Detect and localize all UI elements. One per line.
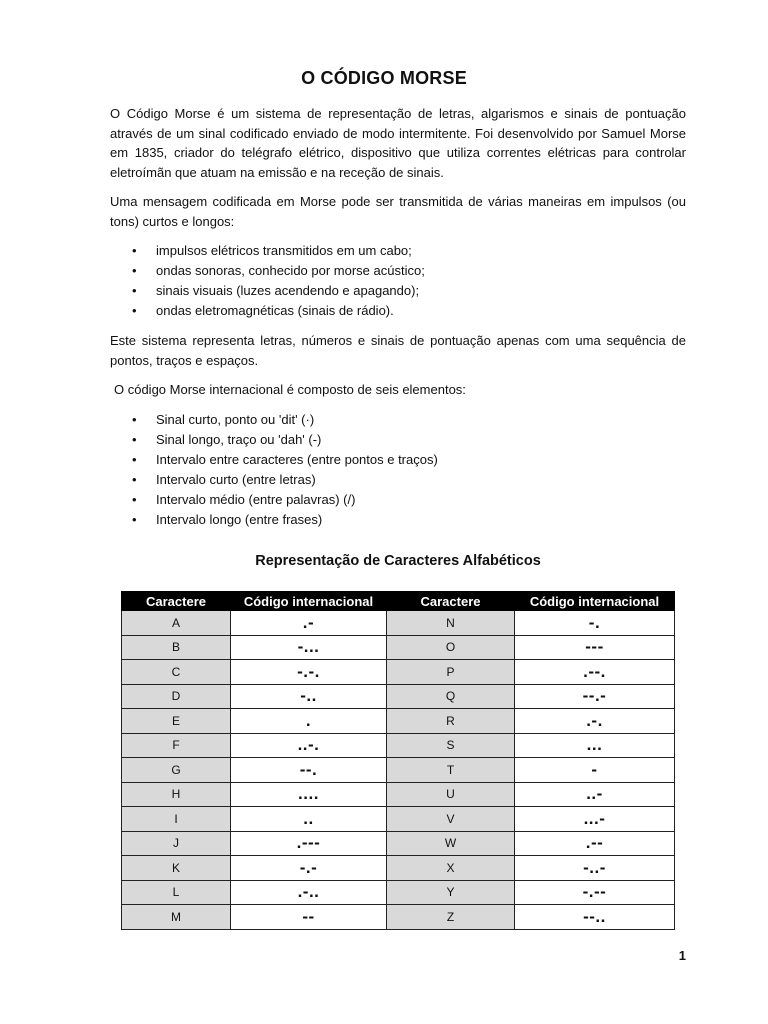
character-cell: Z (387, 905, 515, 930)
morse-element-item (110, 470, 686, 490)
bullet-icon: • (132, 451, 137, 467)
character-cell: B (122, 635, 231, 660)
bullet-icon: • (132, 303, 137, 318)
character-cell: O (387, 635, 515, 660)
code-cell: -. (515, 611, 675, 636)
morse-element-text: Sinal longo, traço ou 'dah' (-) (156, 431, 322, 447)
page-number: 1 (678, 948, 686, 963)
paragraph-system: Este sistema representa letras, números e sinais de pontuação apenas com uma sequência de pontos, traços e espaços. (110, 333, 686, 368)
code-cell: --.- (515, 684, 675, 709)
character-cell: X (387, 856, 515, 881)
character-cell: Q (387, 684, 515, 709)
transmission-method-text: sinais visuais (luzes acendendo e apagando); (156, 283, 420, 298)
bullet-icon: • (132, 263, 137, 278)
bullet-icon: • (132, 471, 137, 487)
character-cell: L (122, 880, 231, 905)
table-row (122, 807, 675, 832)
table-body (122, 611, 675, 930)
code-cell: . (231, 709, 387, 734)
code-cell: --- (515, 635, 675, 660)
code-cell: .... (231, 782, 387, 807)
table-row (122, 660, 675, 685)
character-cell: P (387, 660, 515, 685)
character-cell: A (122, 611, 231, 636)
transmission-method-item (110, 261, 686, 281)
table-row (122, 733, 675, 758)
bullet-icon: • (132, 243, 137, 258)
morse-table (121, 591, 675, 930)
character-cell: K (122, 856, 231, 881)
code-cell: .. (231, 807, 387, 832)
code-cell: .--- (231, 831, 387, 856)
bullet-icon: • (132, 491, 137, 507)
table-row (122, 856, 675, 881)
character-cell: E (122, 709, 231, 734)
elements-list (110, 410, 686, 530)
morse-element-item (110, 490, 686, 510)
bullet-icon: • (132, 283, 137, 298)
character-cell: C (122, 660, 231, 685)
character-cell: V (387, 807, 515, 832)
table-row (122, 831, 675, 856)
character-cell: F (122, 733, 231, 758)
character-cell: Y (387, 880, 515, 905)
paragraph-elements: O código Morse internacional é composto de seis elementos: (114, 382, 466, 397)
character-cell: G (122, 758, 231, 783)
header-code-2: Código internacional (515, 592, 675, 611)
character-cell: W (387, 831, 515, 856)
character-cell: M (122, 905, 231, 930)
morse-element-item (110, 430, 686, 450)
morse-element-text: Intervalo curto (entre letras) (156, 471, 316, 487)
character-cell: I (122, 807, 231, 832)
code-cell: --.. (515, 905, 675, 930)
paragraph-intro: O Código Morse é um sistema de representação de letras, algarismos e sinais de pontuação através de um sinal codificado enviado de modo intermitente. Foi desenvolvido por Samuel Morse em 1835, criador do telégrafo elétrico, dispositivo que utiliza correntes elétricas para controlar eletroímãn que atuam na emissão e na receção de sinais. (110, 106, 686, 180)
code-cell: -.-- (515, 880, 675, 905)
code-cell: .--. (515, 660, 675, 685)
bullet-icon: • (132, 431, 137, 447)
transmission-method-item (110, 241, 686, 261)
table-row (122, 611, 675, 636)
bullet-icon: • (132, 411, 137, 427)
table-header-row (122, 592, 675, 611)
transmission-method-text: ondas sonoras, conhecido por morse acústico; (156, 263, 425, 278)
character-cell: J (122, 831, 231, 856)
character-cell: D (122, 684, 231, 709)
character-cell: U (387, 782, 515, 807)
table-row (122, 880, 675, 905)
character-cell: T (387, 758, 515, 783)
paragraph-transmission: Uma mensagem codificada em Morse pode ser transmitida de várias maneiras em impulsos (ou tons) curtos e longos: (110, 194, 686, 229)
code-cell: .-.. (231, 880, 387, 905)
page-title: O CÓDIGO MORSE (301, 68, 467, 88)
header-character-1: Caractere (122, 592, 231, 611)
morse-element-item (110, 450, 686, 470)
morse-element-text: Sinal curto, ponto ou 'dit' (·) (156, 411, 315, 427)
morse-element-item (110, 510, 686, 530)
code-cell: -..- (515, 856, 675, 881)
code-cell: .-. (515, 709, 675, 734)
character-cell: S (387, 733, 515, 758)
code-cell: --. (231, 758, 387, 783)
table-row (122, 905, 675, 930)
code-cell: - (515, 758, 675, 783)
table-row (122, 684, 675, 709)
transmission-methods-list (110, 241, 686, 321)
character-cell: N (387, 611, 515, 636)
table-row (122, 758, 675, 783)
code-cell: ... (515, 733, 675, 758)
transmission-method-text: impulsos elétricos transmitidos em um cabo; (156, 243, 412, 258)
code-cell: ...- (515, 807, 675, 832)
table-row (122, 709, 675, 734)
character-cell: R (387, 709, 515, 734)
transmission-method-text: ondas eletromagnéticas (sinais de rádio). (156, 303, 394, 318)
table-title: Representação de Caracteres Alfabéticos (255, 553, 541, 569)
code-cell: -- (231, 905, 387, 930)
morse-element-text: Intervalo longo (entre frases) (156, 511, 323, 527)
code-cell: ..-. (231, 733, 387, 758)
morse-element-text: Intervalo médio (entre palavras) (/) (156, 491, 356, 507)
code-cell: -.- (231, 856, 387, 881)
body-content (110, 104, 686, 540)
transmission-method-item (110, 281, 686, 301)
morse-element-text: Intervalo entre caracteres (entre pontos e traços) (156, 451, 438, 467)
code-cell: -.-. (231, 660, 387, 685)
character-cell: H (122, 782, 231, 807)
code-cell: .-- (515, 831, 675, 856)
code-cell: -... (231, 635, 387, 660)
code-cell: -.. (231, 684, 387, 709)
transmission-method-item (110, 301, 686, 321)
morse-element-item (110, 410, 686, 430)
header-character-2: Caractere (387, 592, 515, 611)
table-row (122, 782, 675, 807)
code-cell: .- (231, 611, 387, 636)
header-code-1: Código internacional (231, 592, 387, 611)
code-cell: ..- (515, 782, 675, 807)
table-row (122, 635, 675, 660)
bullet-icon: • (132, 511, 137, 527)
